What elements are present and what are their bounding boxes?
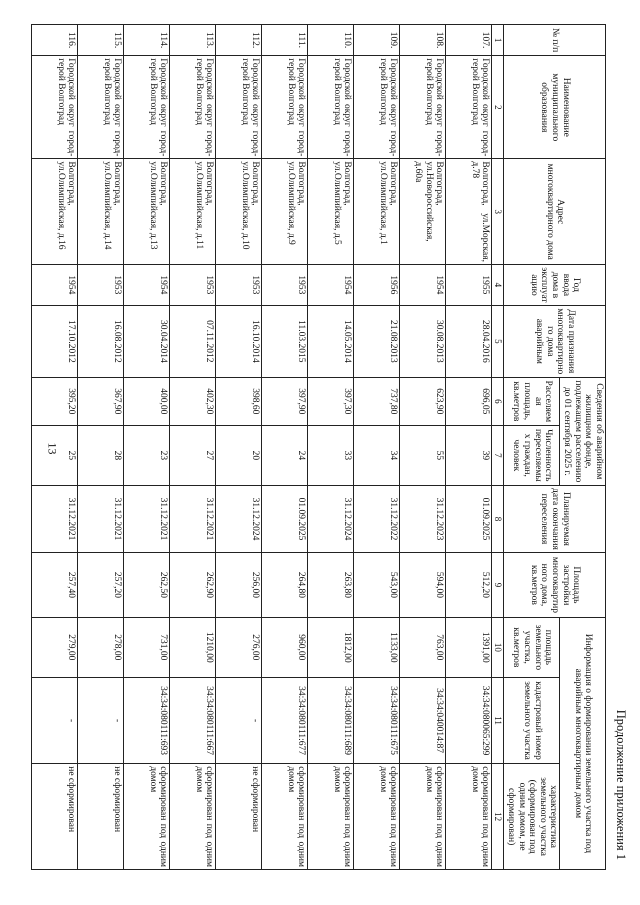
area-resettle-cell: 395,20 bbox=[32, 377, 78, 425]
planned-date-cell: 31.12.2024 bbox=[216, 485, 262, 552]
cadastral-number-cell: - bbox=[32, 677, 78, 763]
land-status-cell: сформирован под одним домом bbox=[124, 764, 170, 870]
land-status-cell: сформирован под одним домом bbox=[262, 764, 308, 870]
built-area-cell: 262,50 bbox=[124, 553, 170, 618]
cadastral-number-cell: 34:34:080111:689 bbox=[308, 677, 354, 763]
date-emergency-cell: 14.05.2014 bbox=[308, 305, 354, 377]
people-resettle-cell: 33 bbox=[308, 425, 354, 485]
year-cell: 1954 bbox=[400, 265, 446, 306]
area-resettle-cell: 400,00 bbox=[124, 377, 170, 425]
land-status-cell: не сформирован bbox=[216, 764, 262, 870]
address-cell: Волгоград, ул.Олимпийская, д.5 bbox=[308, 159, 354, 265]
row-number: 111. bbox=[262, 25, 308, 56]
land-area-cell: 1812,00 bbox=[308, 617, 354, 677]
land-area-cell: 279,00 bbox=[32, 617, 78, 677]
table-row bbox=[124, 25, 170, 870]
header-group-resettle: Сведения об аварийном жилищном фонде, подлежащем расселению до 01 сентября 2025 г. bbox=[560, 377, 606, 485]
planned-date-cell: 31.12.2022 bbox=[354, 485, 400, 552]
column-number: 10 bbox=[492, 617, 504, 677]
row-number: 113. bbox=[170, 25, 216, 56]
municipality-cell: Городской округ город-герой Волгоград bbox=[446, 56, 492, 159]
area-resettle-cell: 737,80 bbox=[354, 377, 400, 425]
header-date-emergency: Дата признания многоквартирного дома аварийным bbox=[504, 305, 606, 377]
header-land-status: характеристика земельного участка (сформирован под одним домом, не сформирован) bbox=[504, 764, 560, 870]
column-number: 2 bbox=[492, 56, 504, 159]
cadastral-number-cell: 34:34:080111:675 bbox=[354, 677, 400, 763]
cadastral-number-cell: 34:34:080111:693 bbox=[124, 677, 170, 763]
area-resettle-cell: 623,90 bbox=[400, 377, 446, 425]
built-area-cell: 257,40 bbox=[32, 553, 78, 618]
planned-date-cell: 31.12.2024 bbox=[308, 485, 354, 552]
land-status-cell: сформирован под одним домом bbox=[400, 764, 446, 870]
land-area-cell: 1391,00 bbox=[446, 617, 492, 677]
column-number: 9 bbox=[492, 553, 504, 618]
municipality-cell: Городской округ город-герой Волгоград bbox=[124, 56, 170, 159]
address-cell: Волгоград, ул.Олимпийская, д.14 bbox=[78, 159, 124, 265]
land-area-cell: 731,00 bbox=[124, 617, 170, 677]
header-num: № п/п bbox=[504, 25, 606, 56]
address-cell: Волгоград, ул.Новороссийская, д.60а bbox=[400, 159, 446, 265]
built-area-cell: 257,20 bbox=[78, 553, 124, 618]
emergency-housing-table bbox=[31, 24, 606, 870]
built-area-cell: 264,80 bbox=[262, 553, 308, 618]
address-cell: Волгоград, ул.Олимпийская, д.11 bbox=[170, 159, 216, 265]
date-emergency-cell: 11.03.2015 bbox=[262, 305, 308, 377]
address-cell: Волгоград, ул.Олимпийская, д.13 bbox=[124, 159, 170, 265]
municipality-cell: Городской округ город-герой Волгоград bbox=[78, 56, 124, 159]
header-cadastral: кадастровый номер земельного участка bbox=[504, 677, 560, 763]
column-number-row bbox=[492, 25, 504, 870]
header-group-land: Информация о формировании земельного участка под аварийным многоквартирным домом bbox=[560, 617, 606, 869]
table-row bbox=[216, 25, 262, 870]
land-status-cell: сформирован под одним домом bbox=[308, 764, 354, 870]
date-emergency-cell: 30.08.2013 bbox=[400, 305, 446, 377]
planned-date-cell: 31.12.2021 bbox=[32, 485, 78, 552]
land-area-cell: 763,00 bbox=[400, 617, 446, 677]
header-built-area: Площадь застройки многоквартирного дома, кв.метров bbox=[504, 553, 606, 618]
planned-date-cell: 01.09.2025 bbox=[446, 485, 492, 552]
date-emergency-cell: 30.04.2014 bbox=[124, 305, 170, 377]
built-area-cell: 263,80 bbox=[308, 553, 354, 618]
header-planned-date: Планируемая дата окончания переселения bbox=[504, 485, 606, 552]
cadastral-number-cell: - bbox=[78, 677, 124, 763]
area-resettle-cell: 397,90 bbox=[262, 377, 308, 425]
year-cell: 1954 bbox=[308, 265, 354, 306]
date-emergency-cell: 07.11.2012 bbox=[170, 305, 216, 377]
header-year: Год ввода дома в эксплуатацию bbox=[504, 265, 606, 306]
area-resettle-cell: 397,30 bbox=[308, 377, 354, 425]
land-area-cell: 278,00 bbox=[78, 617, 124, 677]
year-cell: 1956 bbox=[354, 265, 400, 306]
year-cell: 1954 bbox=[32, 265, 78, 306]
year-cell: 1953 bbox=[216, 265, 262, 306]
land-status-cell: не сформирован bbox=[78, 764, 124, 870]
year-cell: 1954 bbox=[124, 265, 170, 306]
people-resettle-cell: 39 bbox=[446, 425, 492, 485]
municipality-cell: Городской округ город-герой Волгоград bbox=[262, 56, 308, 159]
header-address: Адрес многоквартирного дома bbox=[504, 159, 606, 265]
row-number: 114. bbox=[124, 25, 170, 56]
cadastral-number-cell: 34:34:080111:667 bbox=[170, 677, 216, 763]
land-area-cell: 960,00 bbox=[262, 617, 308, 677]
table-row bbox=[354, 25, 400, 870]
page-number: 13 bbox=[45, 442, 60, 455]
table-row bbox=[308, 25, 354, 870]
column-number: 3 bbox=[492, 159, 504, 265]
municipality-cell: Городской округ город-герой Волгоград bbox=[216, 56, 262, 159]
municipality-cell: Городской округ город-герой Волгоград bbox=[400, 56, 446, 159]
column-number: 1 bbox=[492, 25, 504, 56]
land-area-cell: 1133,00 bbox=[354, 617, 400, 677]
address-cell: Волгоград, ул.Олимпийская, д.10 bbox=[216, 159, 262, 265]
header-people-resettle: Численность переселяемых граждан, человек bbox=[504, 425, 560, 485]
year-cell: 1955 bbox=[446, 265, 492, 306]
planned-date-cell: 01.09.2025 bbox=[262, 485, 308, 552]
table-row bbox=[262, 25, 308, 870]
date-emergency-cell: 16.08.2012 bbox=[78, 305, 124, 377]
date-emergency-cell: 17.10.2012 bbox=[32, 305, 78, 377]
people-resettle-cell: 23 bbox=[124, 425, 170, 485]
built-area-cell: 256,00 bbox=[216, 553, 262, 618]
planned-date-cell: 31.12.2023 bbox=[400, 485, 446, 552]
column-number: 7 bbox=[492, 425, 504, 485]
column-number: 8 bbox=[492, 485, 504, 552]
address-cell: Волгоград, ул.Олимпийская, д.16 bbox=[32, 159, 78, 265]
people-resettle-cell: 20 bbox=[216, 425, 262, 485]
area-resettle-cell: 696,05 bbox=[446, 377, 492, 425]
address-cell: Волгоград, ул.Олимпийская, д.9 bbox=[262, 159, 308, 265]
planned-date-cell: 31.12.2021 bbox=[78, 485, 124, 552]
row-number: 107. bbox=[446, 25, 492, 56]
people-resettle-cell: 55 bbox=[400, 425, 446, 485]
row-number: 110. bbox=[308, 25, 354, 56]
address-cell: Волгоград, ул.Олимпийская, д.1 bbox=[354, 159, 400, 265]
appendix-continuation-title: Продолжение приложения 1 bbox=[614, 709, 628, 860]
land-status-cell: сформирован под одним домом bbox=[446, 764, 492, 870]
municipality-cell: Городской округ город-герой Волгоград bbox=[170, 56, 216, 159]
people-resettle-cell: 25 bbox=[32, 425, 78, 485]
built-area-cell: 543,00 bbox=[354, 553, 400, 618]
built-area-cell: 594,00 bbox=[400, 553, 446, 618]
date-emergency-cell: 28.04.2016 bbox=[446, 305, 492, 377]
row-number: 109. bbox=[354, 25, 400, 56]
people-resettle-cell: 27 bbox=[170, 425, 216, 485]
row-number: 112. bbox=[216, 25, 262, 56]
cadastral-number-cell: 34:34:080111:677 bbox=[262, 677, 308, 763]
column-number: 6 bbox=[492, 377, 504, 425]
built-area-cell: 512,20 bbox=[446, 553, 492, 618]
column-number: 11 bbox=[492, 677, 504, 763]
date-emergency-cell: 21.08.2013 bbox=[354, 305, 400, 377]
land-status-cell: сформирован под одним домом bbox=[354, 764, 400, 870]
column-number: 5 bbox=[492, 305, 504, 377]
row-number: 108. bbox=[400, 25, 446, 56]
people-resettle-cell: 34 bbox=[354, 425, 400, 485]
year-cell: 1953 bbox=[262, 265, 308, 306]
area-resettle-cell: 402,30 bbox=[170, 377, 216, 425]
land-area-cell: 276,00 bbox=[216, 617, 262, 677]
cadastral-number-cell: - bbox=[216, 677, 262, 763]
land-status-cell: сформирован под одним домом bbox=[170, 764, 216, 870]
year-cell: 1953 bbox=[78, 265, 124, 306]
people-resettle-cell: 28 bbox=[78, 425, 124, 485]
area-resettle-cell: 398,60 bbox=[216, 377, 262, 425]
column-number: 12 bbox=[492, 764, 504, 870]
header-area-resettle: Расселяемая площадь, кв.метров bbox=[504, 377, 560, 425]
header-row-1 bbox=[560, 25, 606, 870]
municipality-cell: Городской округ город-герой Волгоград bbox=[32, 56, 78, 159]
planned-date-cell: 31.12.2021 bbox=[124, 485, 170, 552]
planned-date-cell: 31.12.2021 bbox=[170, 485, 216, 552]
people-resettle-cell: 24 bbox=[262, 425, 308, 485]
table-row bbox=[446, 25, 492, 870]
year-cell: 1953 bbox=[170, 265, 216, 306]
header-municipality: Наименование муниципального образования bbox=[504, 56, 606, 159]
table-row bbox=[78, 25, 124, 870]
column-number: 4 bbox=[492, 265, 504, 306]
header-land-area: площадь земельного участка, кв.метров bbox=[504, 617, 560, 677]
land-area-cell: 1210,00 bbox=[170, 617, 216, 677]
area-resettle-cell: 367,90 bbox=[78, 377, 124, 425]
municipality-cell: Городской округ город-герой Волгоград bbox=[308, 56, 354, 159]
built-area-cell: 262,90 bbox=[170, 553, 216, 618]
cadastral-number-cell: 34:34:080065:299 bbox=[446, 677, 492, 763]
cadastral-number-cell: 34:34:040014:87 bbox=[400, 677, 446, 763]
table-row bbox=[32, 25, 78, 870]
date-emergency-cell: 16.10.2014 bbox=[216, 305, 262, 377]
land-status-cell: не сформирован bbox=[32, 764, 78, 870]
address-cell: Волгоград, ул.Морская, д.78 bbox=[446, 159, 492, 265]
table-row bbox=[400, 25, 446, 870]
municipality-cell: Городской округ город-герой Волгоград bbox=[354, 56, 400, 159]
row-number: 116. bbox=[32, 25, 78, 56]
table-row bbox=[170, 25, 216, 870]
row-number: 115. bbox=[78, 25, 124, 56]
